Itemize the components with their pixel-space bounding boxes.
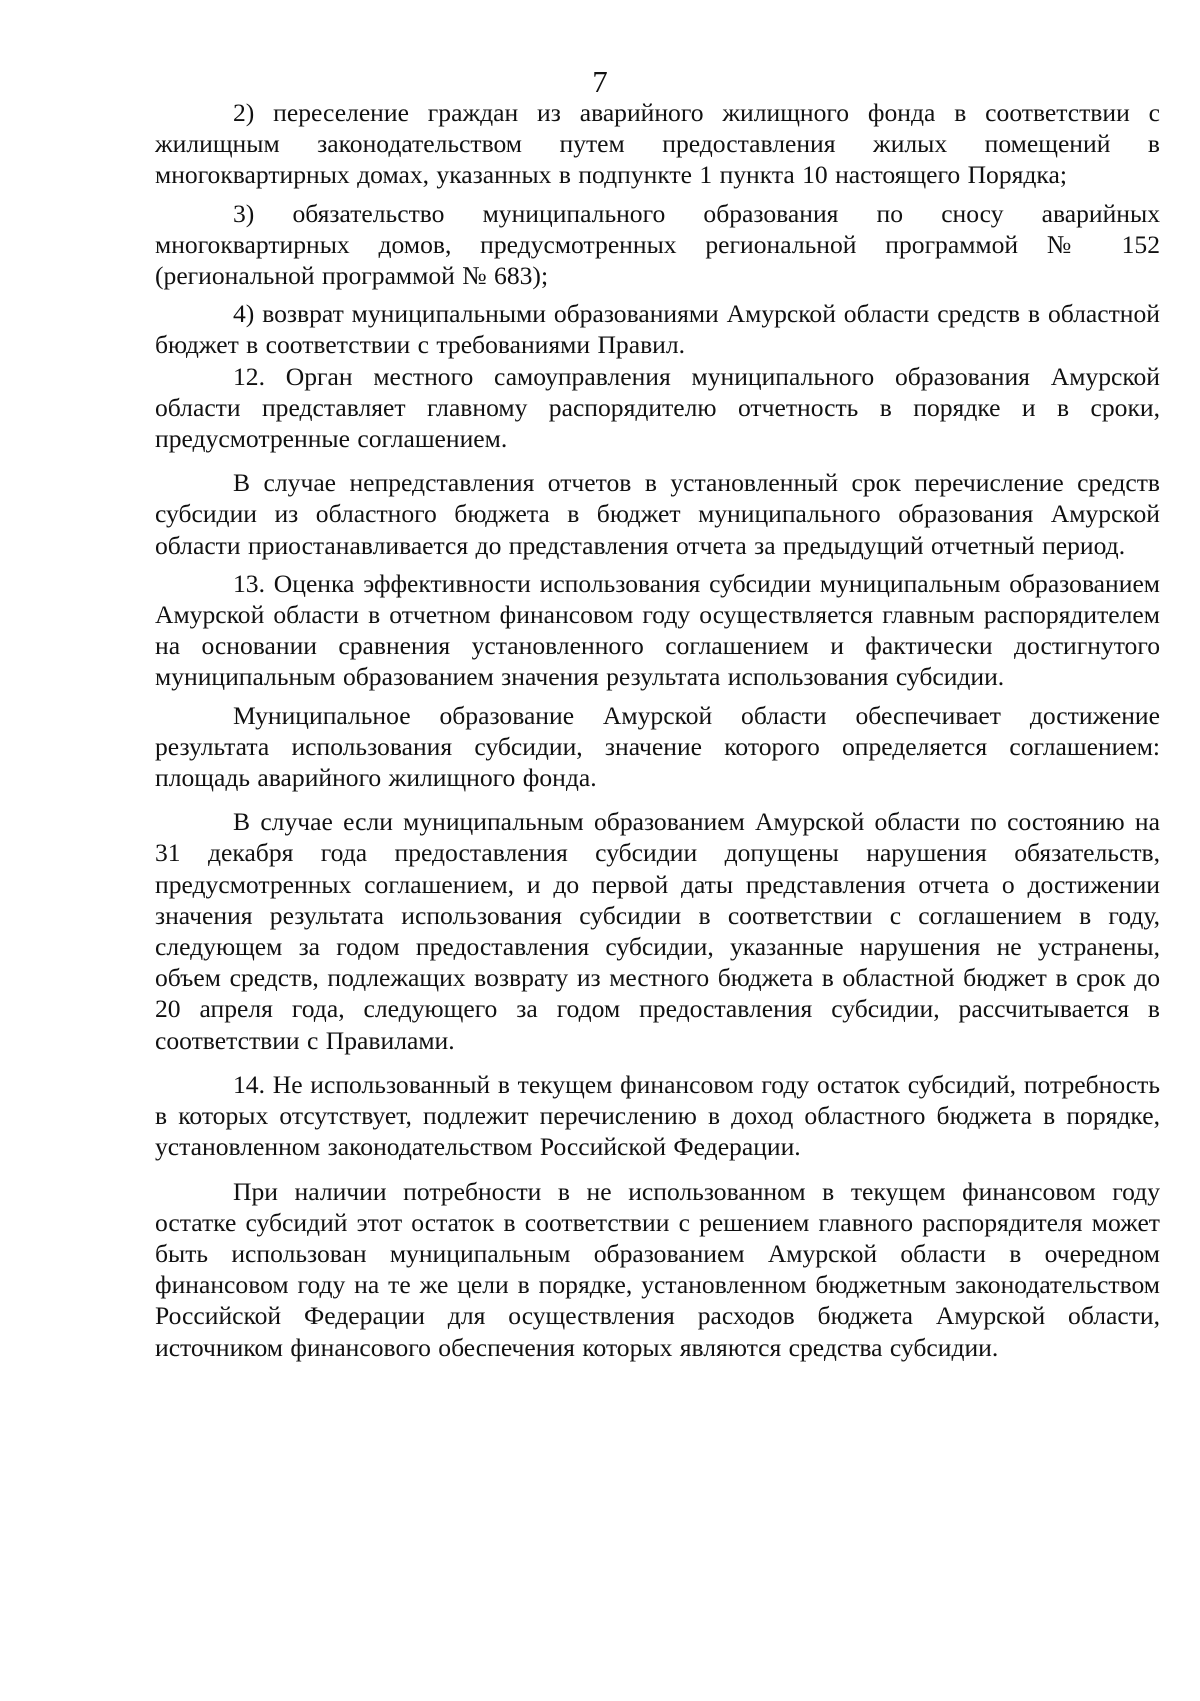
document-body [155,97,1160,1363]
paragraph-clause-13: 13. Оценка эффективности использования субсидии муниципальным образованием Амурской области в отчетном финансовом году осуществляется главным распорядителем на основании сравнения установленного соглашением и фактически достигнутого муниципальным образованием значения результата использования субсидии. [155,568,1160,692]
paragraph-item-2-resettlement: 2) переселение граждан из аварийного жилищного фонда в соответствии с жилищным законодательством путем предоставления жилых помещений в многоквартирных домах, указанных в подпункте 1 пункта 10 настоящего Порядка; [155,98,1160,190]
paragraph-item-3-demolition: 3) обязательство муниципального образования по сносу аварийных многоквартирных домов, предусмотренных региональной программой № 152 (региональной программой № 683); [155,198,1160,291]
paragraph-result-achievement: Муниципальное образование Амурской области обеспечивает достижение результата использования субсидии, значение которого определяется соглашением: площадь аварийного жилищного фонда. [155,700,1160,793]
paragraph-clause-12: 12. Орган местного самоуправления муниципального образования Амурской области представляет главному распорядителю отчетность в порядке и в сроки, предусмотренные соглашением. [155,361,1160,454]
page-number: 7 [592,64,608,99]
paragraph-report-suspension: В случае непредставления отчетов в установленный срок перечисление средств субсидии из областного бюджета в бюджет муниципального образования Амурской области приостанавливается до представления отчета за предыдущий отчетный период. [155,468,1160,560]
paragraph-clause-14: 14. Не использованный в текущем финансовом году остаток субсидий, потребность в которых отсутствует, подлежит перечислению в доход областного бюджета в порядке, установленном законодательством Российской Федерации. [155,1069,1160,1162]
paragraph-item-4-refund: 4) возврат муниципальными образованиями Амурской области средств в областной бюджет в соответствии с требованиями Правил. [155,299,1160,360]
paragraph-remaining-use: При наличии потребности в не использованном в текущем финансовом году остатке субсидий этот остаток в соответствии с решением главного распорядителя может быть использован муниципальным образованием Амурской области в очередном финансовом году на те же цели в порядке, установленном бюджетным законодательством Российской Федерации для осуществления расходов бюджета Амурской области, источником финансового обеспечения которых являются средства субсидии. [155,1176,1160,1362]
paragraph-violations: В случае если муниципальным образованием Амурской области по состоянию на 31 декабря года предоставления субсидии допущены нарушения обязательств, предусмотренных соглашением, и до первой даты представления отчета о достижении значения результата использования субсидии в соответствии с соглашением в году, следующем за годом предоставления субсидии, указанные нарушения не устранены, объем средств, подлежащих возврату из местного бюджета в областной бюджет в срок до 20 апреля года, следующего за годом предоставления субсидии, рассчитывается в соответствии с Правилами. [155,807,1160,1055]
